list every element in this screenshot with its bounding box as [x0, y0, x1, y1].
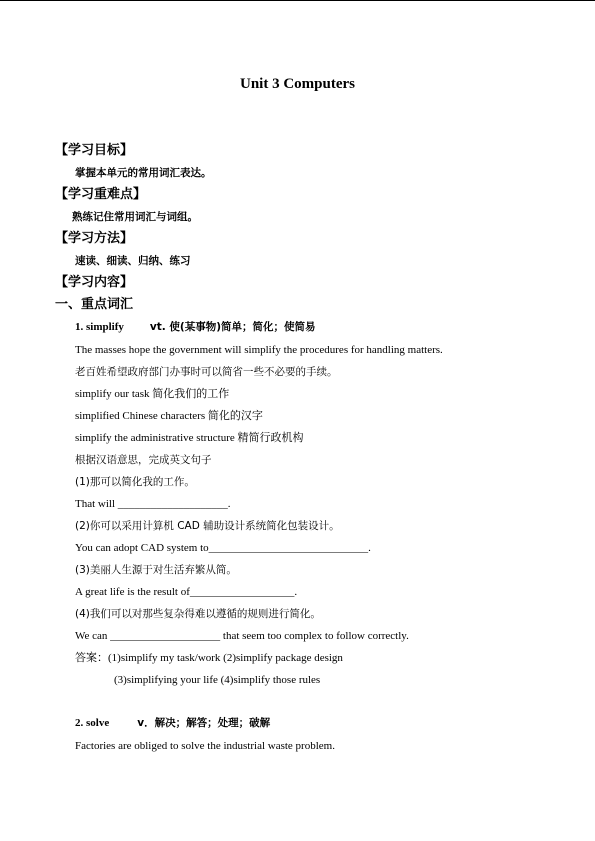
key-points-text: 熟练记住常用词汇与词组。	[72, 211, 198, 223]
part1-heading: 一、重点词汇	[55, 297, 134, 312]
top-rule	[0, 0, 595, 1]
method-heading: 【学习方法】	[55, 231, 134, 246]
phrase-item: simplified Chinese characters 简化的汉字	[75, 410, 263, 422]
exercise-prompt: (2)你可以采用计算机 CAD 辅助设计系统简化包装设计。	[75, 520, 340, 532]
exercise-blank-sentence: That will ____________________.	[75, 498, 231, 510]
example-en: Factories are obliged to solve the industrial waste problem.	[75, 740, 335, 752]
objectives-heading: 【学习目标】	[55, 143, 134, 158]
word-definition: v．解决；解答；处理；破解	[137, 717, 271, 729]
content-heading: 【学习内容】	[55, 275, 134, 290]
exercise-blank-sentence: We can ____________________ that seem too complex to follow correctly.	[75, 630, 409, 642]
page-title: Unit 3 Computers	[240, 76, 355, 92]
word-definition: vt. 使(某事物)简单；简化；使简易	[149, 321, 316, 333]
objectives-text: 掌握本单元的常用词汇表达。	[75, 167, 212, 179]
exercise-blank-sentence: A great life is the result of___________________.	[75, 586, 298, 598]
phrase-item: simplify our task 简化我们的工作	[75, 388, 230, 400]
exercise-prompt: (1)那可以简化我的工作。	[75, 476, 195, 488]
exercise-instruction: 根据汉语意思，完成英文句子	[75, 454, 212, 466]
word-head: 1. simplify	[75, 321, 124, 333]
exercise-blank-sentence: You can adopt CAD system to_____________________________.	[75, 542, 371, 554]
method-text: 速读、细读、归纳、练习	[75, 255, 191, 267]
example-en: The masses hope the government will simplify the procedures for handling matters.	[75, 344, 443, 356]
word-entry-simplify	[75, 320, 316, 334]
word-entry-solve	[75, 716, 270, 730]
phrase-item: simplify the administrative structure 精简行政机构	[75, 432, 304, 444]
answer-line: (3)simplifying your life (4)simplify those rules	[114, 674, 321, 686]
key-points-heading: 【学习重难点】	[55, 187, 147, 202]
exercise-prompt: (4)我们可以对那些复杂得难以遵循的规则进行简化。	[75, 608, 321, 620]
exercise-prompt: (3)美丽人生源于对生活弃繁从简。	[75, 564, 237, 576]
word-head: 2. solve	[75, 717, 110, 729]
answer-line: 答案：(1)simplify my task/work (2)simplify package design	[75, 652, 343, 664]
example-zh: 老百姓希望政府部门办事时可以简省一些不必要的手续。	[75, 366, 338, 378]
